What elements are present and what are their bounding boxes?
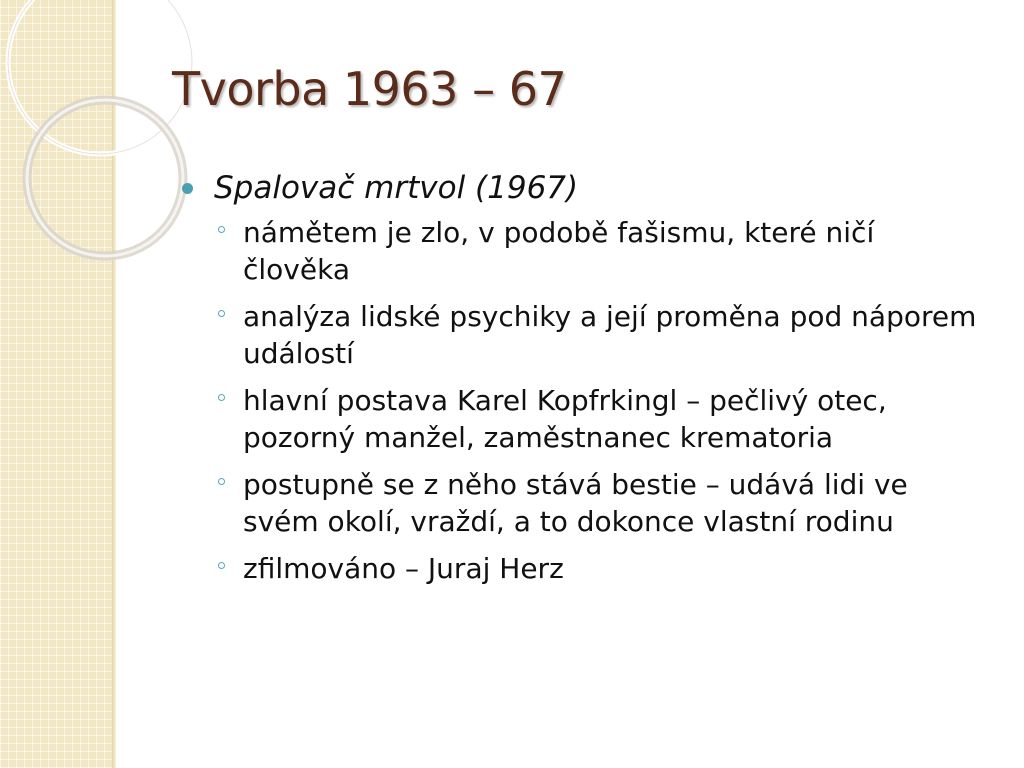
sub-bullet-item	[214, 466, 988, 540]
bullet-dot-icon	[182, 183, 193, 194]
slide-title: Tvorba 1963 – 67	[172, 62, 567, 116]
sub-bullet-list	[214, 214, 988, 587]
bullet-item	[178, 168, 988, 208]
ring-bullet-icon	[218, 310, 225, 317]
sub-bullet-item	[214, 298, 988, 372]
ring-bullet-icon	[218, 394, 225, 401]
sub-bullet-item	[214, 550, 988, 587]
ring-bullet-icon	[218, 226, 225, 233]
sub-bullet-item	[214, 214, 988, 288]
sub-bullet-text: námětem je zlo, v podobě fašismu, které ničí člověka	[243, 216, 875, 286]
sub-bullet-text: zfilmováno – Juraj Herz	[243, 552, 564, 585]
sub-bullet-text: hlavní postava Karel Kopfrkingl – pečlivý otec, pozorný manžel, zaměstnanec krematoria	[243, 384, 887, 454]
ring-bullet-icon	[218, 562, 225, 569]
slide-content	[178, 168, 988, 597]
bullet-text: Spalovač mrtvol (1967)	[214, 170, 579, 206]
sub-bullet-text: postupně se z něho stává bestie – udává lidi ve svém okolí, vraždí, a to dokonce vlastní rodinu	[243, 468, 908, 538]
ring-bullet-icon	[218, 478, 225, 485]
sub-bullet-item	[214, 382, 988, 456]
sub-bullet-text: analýza lidské psychiky a její proměna pod náporem událostí	[243, 300, 977, 370]
